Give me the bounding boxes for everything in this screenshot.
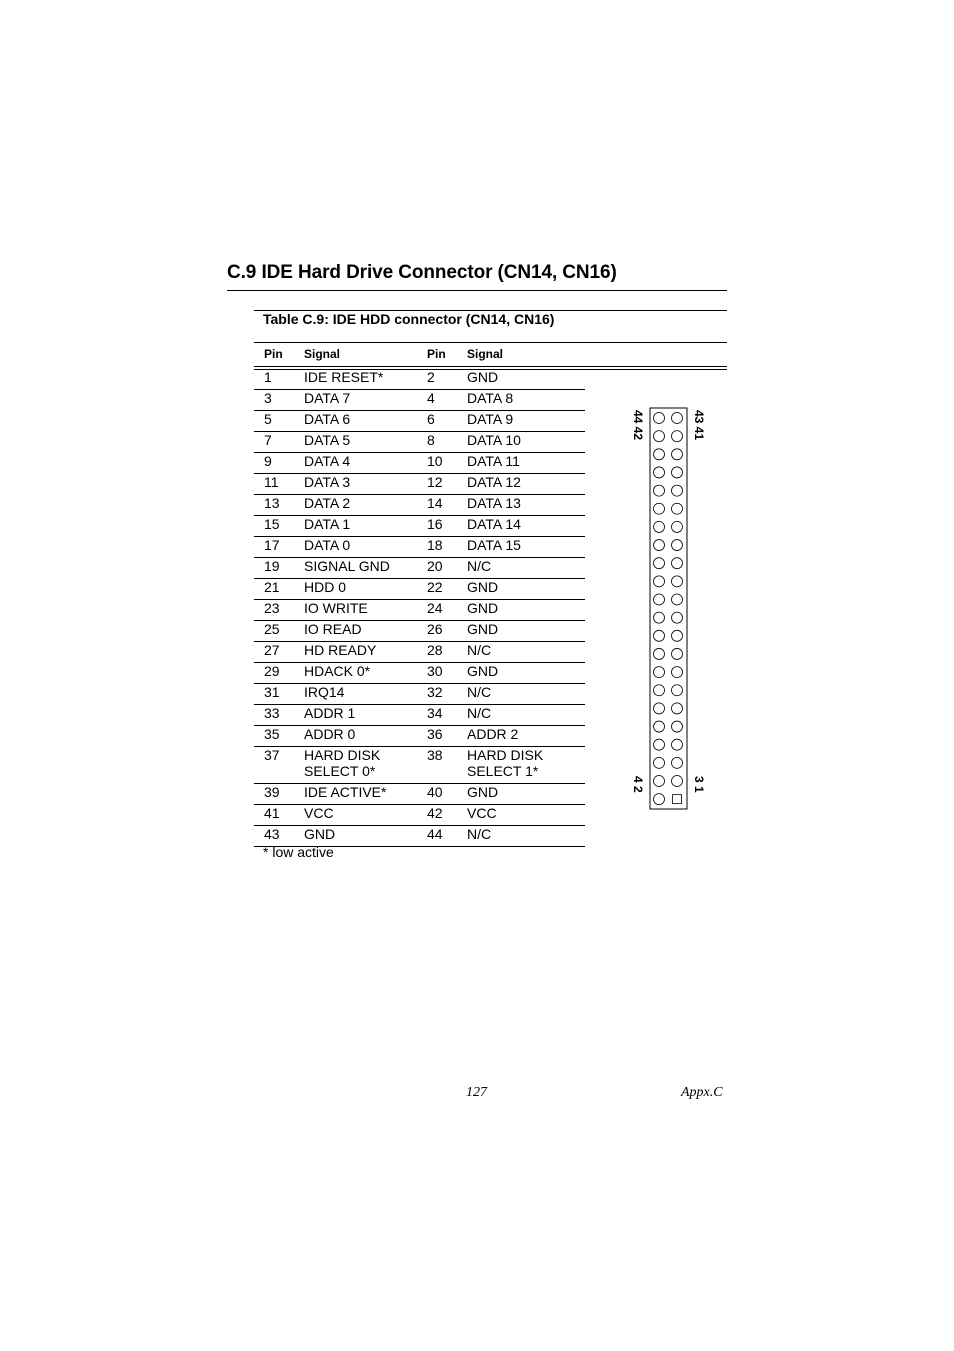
pin-b-cell: 6 [427,411,435,427]
table-row [254,432,585,453]
connector-pin [654,521,665,532]
connector-pin [672,467,683,478]
connector-pin [654,594,665,605]
signal-a-cell: GND [304,826,336,842]
pin-a-cell: 3 [264,390,272,406]
connector-pin [672,667,683,678]
table-row [254,411,585,432]
connector-pin [654,757,665,768]
table-row [254,805,585,826]
connector-pin [654,503,665,514]
connector-pin [654,685,665,696]
header-signal-b: Signal [467,347,504,361]
signal-b-cell: GND [467,621,499,637]
signal-a-cell: VCC [304,805,334,821]
pin-label-right-top: 43 41 [692,410,706,441]
signal-a-cell: IO READ [304,621,362,637]
signal-b-cell: DATA 10 [467,432,521,448]
header-pin-a: Pin [264,347,283,361]
table-row [254,784,585,805]
signal-a-cell: ADDR 0 [304,726,356,742]
connector-pin [654,648,665,659]
signal-b-cell: N/C [467,705,492,721]
table-caption: Table C.9: IDE HDD connector (CN14, CN16) [263,311,555,327]
signal-b-cell: DATA 15 [467,537,521,553]
table-row [254,684,585,705]
signal-b-cell: DATA 13 [467,495,521,511]
pin-b-cell: 2 [427,369,435,385]
pin-a-cell: 35 [264,726,280,742]
connector-pin [654,612,665,623]
connector-pin [672,521,683,532]
connector-pin [672,703,683,714]
signal-b-cell: DATA 14 [467,516,521,532]
header-signal-a: Signal [304,347,341,361]
pin-b-cell: 18 [427,537,443,553]
pin-a-cell: 23 [264,600,280,616]
title-rule [227,290,727,291]
signal-b-cell: GND [467,784,499,800]
connector-pin [654,667,665,678]
signal-b-cell: N/C [467,642,492,658]
connector-pin [672,757,683,768]
connector-pin [654,721,665,732]
signal-b-cell: N/C [467,684,492,700]
connector-pin [654,630,665,641]
pin-label-left-top: 44 42 [631,410,645,441]
header-rule-bottom [254,366,727,367]
pin-a-cell: 37 [264,747,280,763]
signal-b-cell: HARD DISK SELECT 1* [467,747,544,779]
connector-pin [672,413,683,424]
signal-a-cell: DATA 4 [304,453,351,469]
connector-pin [672,485,683,496]
pin-b-cell: 20 [427,558,443,574]
table-row [254,369,585,390]
signal-a-cell: SIGNAL GND [304,558,390,574]
table-row [254,453,585,474]
table-row [254,390,585,411]
signal-b-cell: DATA 9 [467,411,514,427]
connector-pin [654,413,665,424]
signal-a-cell: HD READY [304,642,377,658]
pin-b-cell: 32 [427,684,443,700]
pin-a-cell: 41 [264,805,280,821]
connector-pin [672,776,683,787]
table-header-row [254,347,727,363]
pin-b-cell: 36 [427,726,443,742]
signal-b-cell: VCC [467,805,497,821]
pin-a-cell: 13 [264,495,280,511]
signal-b-cell: GND [467,600,499,616]
table-row [254,579,585,600]
pin-a-cell: 15 [264,516,280,532]
connector-pin [654,576,665,587]
table-row [254,495,585,516]
connector-pin [672,558,683,569]
connector-pin [654,467,665,478]
connector-pin [672,648,683,659]
pin-a-cell: 7 [264,432,272,448]
signal-a-cell: ADDR 1 [304,705,356,721]
pin-b-cell: 28 [427,642,443,658]
pin-a-cell: 25 [264,621,280,637]
pin-a-cell: 29 [264,663,280,679]
pin-a-cell: 21 [264,579,280,595]
signal-a-cell: DATA 2 [304,495,351,511]
signal-a-cell: HDD 0 [304,579,347,595]
connector-pin [654,540,665,551]
connector-pin [672,685,683,696]
pin-b-cell: 8 [427,432,435,448]
header-rule-top [254,342,727,343]
pin-a-cell: 17 [264,537,280,553]
signal-a-cell: HARD DISK SELECT 0* [304,747,381,779]
signal-a-cell: DATA 6 [304,411,351,427]
connector-pin [672,721,683,732]
pin-b-cell: 44 [427,826,443,842]
connector-pin [672,449,683,460]
pin-b-cell: 10 [427,453,443,469]
pin-a-cell: 19 [264,558,280,574]
connector-pin [672,739,683,750]
pin-b-cell: 38 [427,747,443,763]
connector-pin [672,431,683,442]
connector-pin-square [673,795,682,804]
signal-b-cell: GND [467,663,499,679]
table-row [254,600,585,621]
pin-a-cell: 43 [264,826,280,842]
table-row [254,537,585,558]
connector-pin-diagram [620,400,720,820]
signal-a-cell: DATA 5 [304,432,351,448]
pin-a-cell: 1 [264,369,272,385]
connector-pin [672,594,683,605]
connector-pin [672,540,683,551]
table-row [254,642,585,663]
connector-pin [672,503,683,514]
table-row [254,663,585,684]
pin-b-cell: 40 [427,784,443,800]
appendix-label: Appx.C [681,1085,723,1100]
signal-b-cell: N/C [467,558,492,574]
table-row [254,558,585,579]
connector-pin [672,576,683,587]
signal-b-cell: DATA 8 [467,390,514,406]
connector-pin [654,431,665,442]
pin-a-cell: 5 [264,411,272,427]
connector-pin [654,776,665,787]
connector-pin [654,558,665,569]
connector-pin [672,612,683,623]
pin-b-cell: 42 [427,805,443,821]
signal-a-cell: DATA 1 [304,516,351,532]
connector-pin [654,794,665,805]
signal-b-cell: GND [467,369,499,385]
header-pin-b: Pin [427,347,446,361]
pin-b-cell: 22 [427,579,443,595]
pin-b-cell: 26 [427,621,443,637]
pin-b-cell: 34 [427,705,443,721]
signal-a-cell: IO WRITE [304,600,368,616]
signal-a-cell: IDE ACTIVE* [304,784,387,800]
footnote: * low active [263,844,334,860]
table-row [254,747,585,784]
pin-b-cell: 14 [427,495,443,511]
connector-pin [654,485,665,496]
connector-pin [654,449,665,460]
signal-a-cell: DATA 7 [304,390,351,406]
pin-b-cell: 30 [427,663,443,679]
signal-b-cell: N/C [467,826,492,842]
signal-b-cell: DATA 12 [467,474,521,490]
table-row [254,726,585,747]
pin-a-cell: 33 [264,705,280,721]
page-number: 127 [466,1085,487,1100]
table-row [254,474,585,495]
pin-a-cell: 39 [264,784,280,800]
pin-a-cell: 11 [264,474,279,490]
pin-table [254,369,585,847]
signal-b-cell: DATA 11 [467,453,520,469]
connector-pin [672,630,683,641]
connector-pin [654,739,665,750]
pin-label-left-bottom: 4 2 [631,776,645,793]
signal-a-cell: IDE RESET* [304,369,384,385]
section-title: C.9 IDE Hard Drive Connector (CN14, CN16) [227,262,617,283]
pin-label-right-bottom: 3 1 [692,776,706,793]
pin-a-cell: 9 [264,453,272,469]
pin-b-cell: 4 [427,390,435,406]
pin-b-cell: 12 [427,474,443,490]
table-row [254,705,585,726]
signal-b-cell: GND [467,579,499,595]
pin-b-cell: 16 [427,516,443,532]
pin-a-cell: 27 [264,642,280,658]
table-row [254,621,585,642]
pin-a-cell: 31 [264,684,280,700]
signal-b-cell: ADDR 2 [467,726,519,742]
connector-pin [654,703,665,714]
signal-a-cell: HDACK 0* [304,663,371,679]
signal-a-cell: DATA 0 [304,537,351,553]
signal-a-cell: DATA 3 [304,474,351,490]
table-row [254,516,585,537]
pin-b-cell: 24 [427,600,443,616]
signal-a-cell: IRQ14 [304,684,345,700]
